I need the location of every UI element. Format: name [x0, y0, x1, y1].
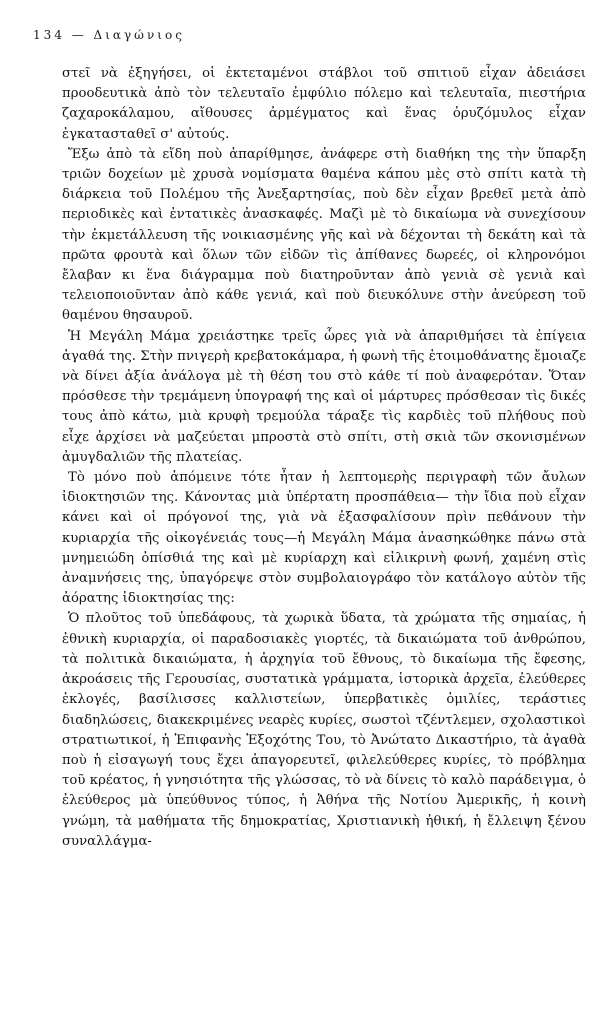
running-head: 134 — Διαγώνιος — [33, 28, 185, 42]
paragraph: Ὁ πλοῦτος τοῦ ὑπεδάφους, τὰ χωρικὰ ὕδατα, τὰ χρώματα τῆς σημαίας, ἡ ἐθνικὴ κυριαρχία, οἱ παραδοσιακὲς γιορτές, τὰ δικαιώματα τοῦ ἀνθρώπου, τὰ πολιτικὰ δικαιώματα, ἡ ἀρχηγία τοῦ ἔθνους, τὸ δικαίωμα τῆς ἔφεσης, ἀκροάσεις τῆς Γερουσίας, συστατικὰ γράμματα, ἱστορικὰ ἀρχεῖα, ἐλεύθερες ἐκλογές, βασίλισσες καλλιστείων, ὑπερβατικὲς ὁμιλίες, τεράστιες διαδηλώσεις, διακεκριμένες νεαρὲς κυρίες, σωστοὶ τζέντλεμεν, σχολαστικοὶ στρατιωτικοί, ἡ Ἐπιφανὴς Ἐξοχότης Του, τὸ Ἀνώτατο Δικαστήριο, τὰ ἀγαθὰ ποὺ ἡ εἰσαγωγή τους ἔχει ἀπαγορευτεῖ, φιλελεύθερες κυρίες, τὸ πρόβλημα τοῦ κρέατος, ἡ γνησιότητα τῆς γλώσσας, τὸ νὰ δίνεις τὸ καλὸ παράδειγμα, ὁ ἐλεύθερος μὰ ὑπεύθυνος τύπος, ἡ Ἀθήνα τῆς Νοτίου Ἀμερικῆς, ἡ κοινὴ γνώμη, τὰ μαθήματα τῆς δημοκρατίας, Χριστιανικὴ ἠθική, ἡ ἔλλειψη ξένου συναλλάγμα- — [62, 611, 586, 849]
paragraph: Ἡ Μεγάλη Μάμα χρειάστηκε τρεῖς ὧρες γιὰ νὰ ἀπαριθμήσει τὰ ἐπίγεια ἀγαθά της. Στὴν πνιγερὴ κρεβατοκάμαρα, ἡ φωνὴ τῆς ἑτοιμοθάνατης ἔμοιαζε νὰ δίνει ἀξία ἀνάλογα μὲ τὴ θέση του στὸ κάθε τί ποὺ ἀναφερόταν. Ὅταν πρόσθεσε τὴν τρεμάμενη ὑπογραφή της καὶ οἱ μάρτυρες πρόσθεσαν τὶς δικές τους ἀπὸ κάτω, μιὰ κρυφὴ τρεμούλα τάραξε τὶς καρδιὲς τοῦ πλήθους ποὺ εἶχε ἀρχίσει νὰ μαζεύεται μπροστὰ στὸ σπίτι, στὴ σκιὰ τῶν σκονισμένων ἀμυγδαλιῶν τῆς πλατείας. — [62, 328, 586, 465]
paragraph: Τὸ μόνο ποὺ ἀπόμεινε τότε ἦταν ἡ λεπτομερὴς περιγραφὴ τῶν ἄυλων ἰδιοκτησιῶν της. Κάνοντας μιὰ ὑπέρτατη προσπάθεια— τὴν ἴδια ποὺ εἶχαν κάνει καὶ οἱ πρόγονοί της, γιὰ νὰ ἐξασφαλίσουν πρὶν πεθάνουν τὴν κυριαρχία τῆς οἰκογένειάς τους—ἡ Μεγάλη Μάμα ἀνασηκώθηκε πάνω στὰ μνημειώδη ὀπίσθιά της καὶ μὲ κυρίαρχη καὶ εἰλικρινὴ φωνή, χαμένη στὶς ἀναμνήσεις της, ὑπαγόρεψε στὸν συμβολαιογράφο τὸν κατάλογο αὐτὸν τῆς ἀόρατης ἰδιοκτησίας της: — [62, 470, 586, 607]
paragraph: στεῖ νὰ ἐξηγήσει, οἱ ἐκτεταμένοι στάβλοι τοῦ σπιτιοῦ εἶχαν ἀδειάσει προοδευτικὰ ἀπὸ τὸν τελευταῖο ἐμφύλιο πόλεμο καὶ τελευταῖα, πιεστήρια ζαχαροκάλαμου, αἴθουσες ἀρμέγματος καὶ ἕνας ὀρυζόμυλος εἶχαν ἐγκατασταθεῖ σ' αὐτούς. — [62, 66, 586, 142]
paragraph: Ἔξω ἀπὸ τὰ εἴδη ποὺ ἀπαρίθμησε, ἀνάφερε στὴ διαθήκη της τὴν ὕπαρξη τριῶν δοχείων μὲ χρυσὰ νομίσματα θαμένα κάπου μὲς στὸ σπίτι κατὰ τὴ διάρκεια τοῦ Πολέμου τῆς Ἀνεξαρτησίας, ποὺ δὲν εἶχαν βρεθεῖ μετὰ ἀπὸ περιοδικὲς καὶ ἐντατικὲς ἀνασκαφές. Μαζὶ μὲ τὸ δικαίωμα νὰ συνεχίσουν τὴν ἐκμετάλλευση τῆς νοικιασμένης γῆς καὶ νὰ δέχονται τὴ δεκάτη καὶ τὰ πρῶτα φρουτὰ καὶ ὅλων τῶν εἰδῶν τὶς ἀπίθανες δωρεές, οἱ κληρονόμοι ἔλαβαν κι ἕνα διάγραμμα ποὺ διατηροῦνταν ἀπὸ γενιὰ σὲ γενιὰ καὶ τελειοποιοῦνταν ἀπὸ κάθε γενιά, καὶ ποὺ διευκόλυνε στὴν ἀνεύρεση τοῦ θαμένου θησαυροῦ. — [62, 146, 586, 324]
body-text — [62, 64, 586, 852]
